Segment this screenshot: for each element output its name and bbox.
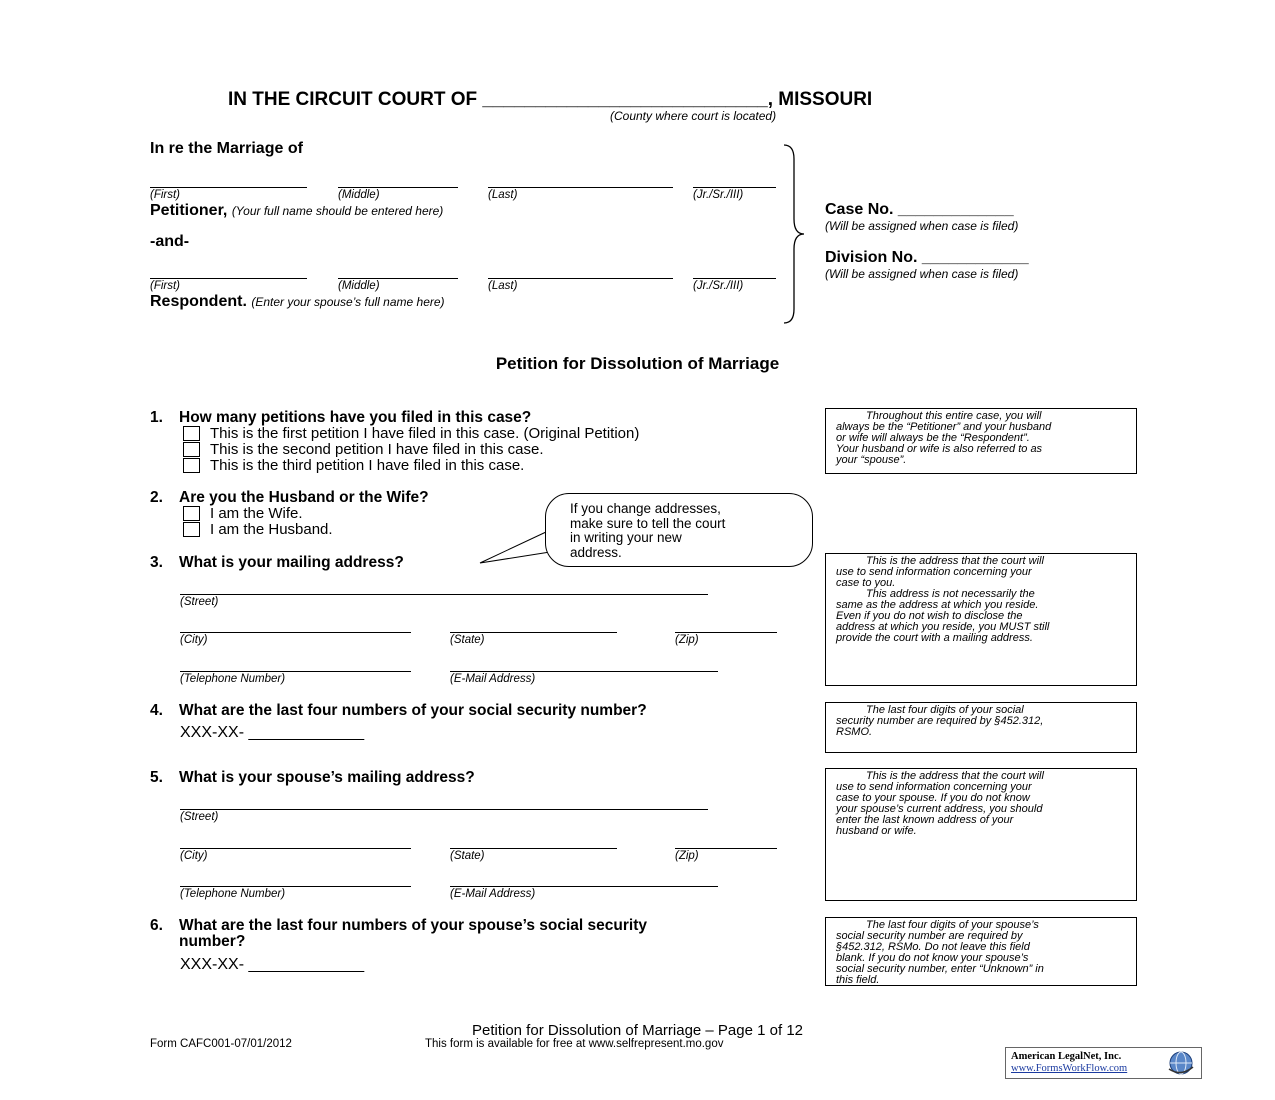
q3-zip-field[interactable] [675, 632, 777, 633]
q1-note-box: Throughout this entire case, you will always be the “Petitioner” and your husband or wife will always be the “Respondent”. Your husband or wife is also referred to as your “spouse”. [825, 408, 1137, 474]
respondent-last-name-field[interactable] [488, 278, 673, 279]
q3-email-label: (E-Mail Address) [450, 673, 536, 685]
q5-street-label: (Street) [180, 811, 219, 823]
q1-third-petition-checkbox[interactable] [183, 458, 200, 473]
q5-text: What is your spouse’s mailing address? [179, 769, 475, 786]
logo-url[interactable]: www.FormsWorkFlow.com [1011, 1063, 1128, 1074]
q3-city-label: (City) [180, 634, 208, 646]
q1-option-first: This is the first petition I have filed in this case. (Original Petition) [210, 425, 640, 442]
petitioner-suffix-field[interactable] [693, 187, 776, 188]
q3-number: 3. [150, 554, 163, 571]
q3-note-box: This is the address that the court will use to send information concerning your case to you. This address is not necessarily the same as the address at which you reside. Even if you do not wish to disclose the address at which you reside, you MUST still provide the court with a mailing address. [825, 553, 1137, 686]
petitioner-hint: (Your full name should be entered here) [231, 204, 444, 218]
first-label: (First) [150, 189, 181, 201]
q5-zip-field[interactable] [675, 848, 777, 849]
q6-ssn-field[interactable]: XXX-XX- _____________ [180, 956, 365, 973]
q3-city-field[interactable] [180, 632, 411, 633]
globe-icon [1166, 1049, 1196, 1077]
q5-email-label: (E-Mail Address) [450, 888, 536, 900]
county-blank[interactable]: ___________________________ [482, 89, 768, 110]
q2-husband-checkbox[interactable] [183, 522, 200, 537]
petitioner-middle-name-field[interactable] [338, 187, 458, 188]
respondent-hint: (Enter your spouse’s full name here) [251, 295, 445, 309]
division-number-hint: (Will be assigned when case is filed) [825, 267, 1019, 281]
q3-zip-label: (Zip) [675, 634, 699, 646]
q3-phone-field[interactable] [180, 671, 411, 672]
suffix-label: (Jr./Sr./III) [693, 280, 744, 292]
q2-option-wife: I am the Wife. [210, 505, 303, 522]
q4-ssn-field[interactable]: XXX-XX- _____________ [180, 724, 365, 741]
q1-option-second: This is the second petition I have filed in this case. [210, 441, 544, 458]
caption-brace [780, 143, 806, 325]
case-number-hint: (Will be assigned when case is filed) [825, 219, 1019, 233]
respondent-suffix-field[interactable] [693, 278, 776, 279]
q6-note-box: The last four digits of your spouse’s social security number are required by §452.312, RSMo. Do not leave this field blank. If you do not know your spouse’s social security number, enter “Unknown” in this field. [825, 917, 1137, 986]
q3-street-field[interactable] [180, 594, 708, 595]
q2-option-husband: I am the Husband. [210, 521, 333, 538]
q5-street-field[interactable] [180, 809, 708, 810]
court-heading: IN THE CIRCUIT COURT OF ___________________________, MISSOURI [228, 89, 873, 110]
q5-zip-label: (Zip) [675, 850, 699, 862]
q6-text-line2: number? [179, 933, 246, 950]
county-caption: (County where court is located) [610, 109, 777, 123]
footer-form-id: Form CAFC001-07/01/2012 [150, 1038, 292, 1050]
suffix-label: (Jr./Sr./III) [693, 189, 744, 201]
q1-option-third: This is the third petition I have filed in this case. [210, 457, 525, 474]
last-label: (Last) [488, 189, 518, 201]
q3-state-label: (State) [450, 634, 485, 646]
middle-label: (Middle) [338, 189, 380, 201]
in-re-label: In re the Marriage of [150, 140, 303, 157]
q5-phone-field[interactable] [180, 886, 411, 887]
first-label: (First) [150, 280, 181, 292]
petitioner-label: Petitioner, [150, 202, 228, 219]
q2-text: Are you the Husband or the Wife? [179, 489, 429, 506]
q1-number: 1. [150, 409, 163, 426]
q4-number: 4. [150, 702, 163, 719]
q3-state-field[interactable] [450, 632, 617, 633]
q5-state-field[interactable] [450, 848, 617, 849]
respondent-middle-name-field[interactable] [338, 278, 458, 279]
american-legalnet-logo[interactable] [1005, 1047, 1202, 1079]
respondent-label: Respondent. [150, 293, 247, 310]
q3-email-field[interactable] [450, 671, 718, 672]
q1-first-petition-checkbox[interactable] [183, 426, 200, 441]
q5-email-field[interactable] [450, 886, 718, 887]
q5-city-field[interactable] [180, 848, 411, 849]
q5-note-box: This is the address that the court will use to send information concerning your case to your spouse. If you do not know your spouse’s current address, you should enter the last known address of your husband or wife. [825, 768, 1137, 901]
footer-page-title: Petition for Dissolution of Marriage – Page 1 of 12 [471, 1022, 804, 1039]
q3-text: What is your mailing address? [179, 554, 404, 571]
q6-number: 6. [150, 917, 163, 934]
respondent-row [150, 293, 445, 311]
q5-city-label: (City) [180, 850, 208, 862]
q5-state-label: (State) [450, 850, 485, 862]
q1-second-petition-checkbox[interactable] [183, 442, 200, 457]
footer-availability: This form is available for free at www.selfrepresent.mo.gov [425, 1038, 724, 1050]
petitioner-row [150, 202, 443, 220]
petitioner-last-name-field[interactable] [488, 187, 673, 188]
q4-note-box: The last four digits of your social security number are required by §452.312, RSMO. [825, 702, 1137, 753]
respondent-first-name-field[interactable] [150, 278, 307, 279]
division-number-field[interactable]: Division No. ____________ [825, 249, 1029, 266]
middle-label: (Middle) [338, 280, 380, 292]
petitioner-first-name-field[interactable] [150, 187, 307, 188]
q6-text-line1: What are the last four numbers of your spouse’s social security [179, 917, 647, 934]
address-change-callout: If you change addresses, make sure to tell the court in writing your new address. [545, 493, 813, 567]
q1-text: How many petitions have you filed in this case? [179, 409, 532, 426]
and-label: -and- [150, 233, 190, 250]
q2-wife-checkbox[interactable] [183, 506, 200, 521]
q4-text: What are the last four numbers of your social security number? [179, 702, 647, 719]
last-label: (Last) [488, 280, 518, 292]
logo-company-name: American LegalNet, Inc. [1011, 1051, 1122, 1062]
q3-phone-label: (Telephone Number) [180, 673, 286, 685]
q3-street-label: (Street) [180, 596, 219, 608]
q5-number: 5. [150, 769, 163, 786]
q2-number: 2. [150, 489, 163, 506]
q5-phone-label: (Telephone Number) [180, 888, 286, 900]
case-number-field[interactable]: Case No. _____________ [825, 201, 1014, 218]
page-title: Petition for Dissolution of Marriage [495, 354, 780, 373]
